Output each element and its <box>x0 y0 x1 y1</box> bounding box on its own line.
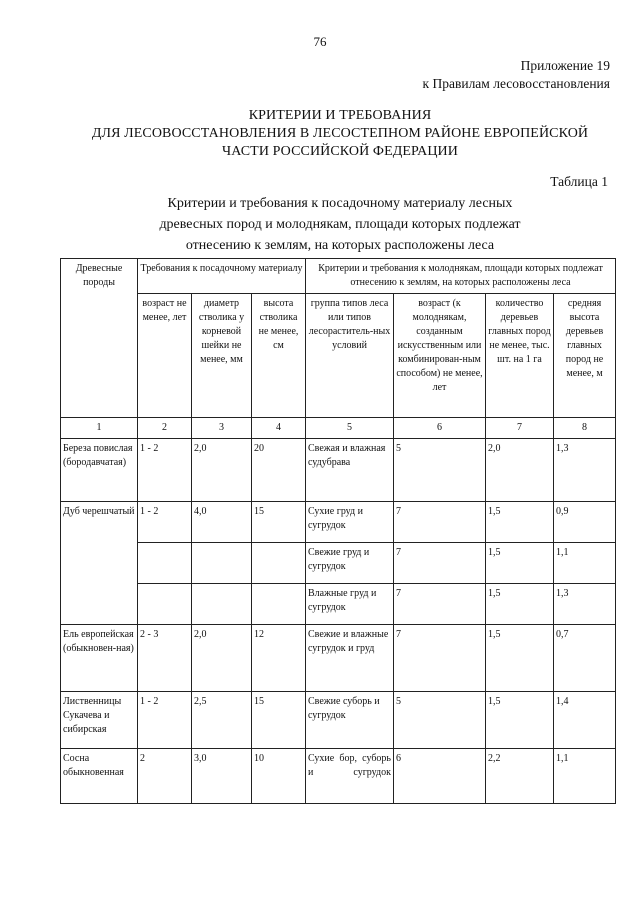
cell-forest-type: Свежие суборь и сугрудок <box>306 692 394 749</box>
cell-average-height: 1,1 <box>554 749 616 804</box>
header-species: Древесные породы <box>61 259 138 418</box>
cell-diameter: 4,0 <box>192 502 252 543</box>
cell-average-height: 1,3 <box>554 439 616 502</box>
subheader-tree-count: количество деревьев главных пород не менее, тыс. шт. на 1 га <box>486 294 554 418</box>
cell-forest-type: Сухие бор, суборь и сугрудок <box>306 749 394 804</box>
table-row <box>61 584 616 625</box>
cell-young-age: 7 <box>394 625 486 692</box>
cell-diameter <box>192 543 252 584</box>
cell-height <box>252 543 306 584</box>
cell-age: 2 - 3 <box>138 625 192 692</box>
column-number: 4 <box>252 418 306 439</box>
caption-line-1: Критерии и требования к посадочному материалу лесных <box>167 196 513 211</box>
cell-average-height: 1,4 <box>554 692 616 749</box>
header-planting-material: Требования к посадочному материалу <box>138 259 306 294</box>
table-row <box>61 749 616 804</box>
cell-young-age: 5 <box>394 439 486 502</box>
cell-forest-type: Свежие и влажные сугрудок и груд <box>306 625 394 692</box>
cell-height: 20 <box>252 439 306 502</box>
cell-young-age: 7 <box>394 543 486 584</box>
cell-species: Береза повислая (бородавчатая) <box>61 439 138 502</box>
column-number: 8 <box>554 418 616 439</box>
title-line-2: ДЛЯ ЛЕСОВОССТАНОВЛЕНИЯ В ЛЕСОСТЕПНОМ РАЙОНЕ ЕВРОПЕЙСКОЙ <box>91 126 589 141</box>
document-title <box>0 107 640 161</box>
cell-forest-type: Влажные груд и сугрудок <box>306 584 394 625</box>
column-number: 5 <box>306 418 394 439</box>
cell-young-age: 6 <box>394 749 486 804</box>
subheader-height: высота стволика не менее, см <box>252 294 306 418</box>
column-number: 2 <box>138 418 192 439</box>
cell-species: Лиственницы Сукачева и сибирская <box>61 692 138 749</box>
cell-diameter <box>192 584 252 625</box>
cell-age: 1 - 2 <box>138 692 192 749</box>
subheader-diameter: диаметр стволика у корневой шейки не менее, мм <box>192 294 252 418</box>
cell-tree-count: 1,5 <box>486 625 554 692</box>
cell-tree-count: 1,5 <box>486 502 554 543</box>
table-subheader-row <box>61 294 616 418</box>
page-number: 76 <box>313 34 327 49</box>
cell-height: 10 <box>252 749 306 804</box>
table-label: Таблица 1 <box>550 174 608 189</box>
table-row <box>61 625 616 692</box>
header-young-stands: Критерии и требования к молоднякам, площади которых подлежат отнесению к землям, на которых расположены леса <box>306 259 616 294</box>
subheader-average-height: средняя высота деревьев главных пород не менее, м <box>554 294 616 418</box>
cell-forest-type: Свежая и влажная судубрава <box>306 439 394 502</box>
cell-tree-count: 1,5 <box>486 692 554 749</box>
cell-diameter: 2,5 <box>192 692 252 749</box>
table-row <box>61 692 616 749</box>
cell-age <box>138 543 192 584</box>
cell-tree-count: 2,2 <box>486 749 554 804</box>
cell-tree-count: 1,5 <box>486 543 554 584</box>
appendix-line-2: к Правилам лесовосстановления <box>422 76 610 91</box>
subheader-age: возраст не менее, лет <box>138 294 192 418</box>
cell-diameter: 2,0 <box>192 625 252 692</box>
cell-age: 2 <box>138 749 192 804</box>
cell-age <box>138 584 192 625</box>
cell-height: 12 <box>252 625 306 692</box>
cell-age: 1 - 2 <box>138 502 192 543</box>
cell-young-age: 7 <box>394 584 486 625</box>
table-row <box>61 502 616 543</box>
criteria-table <box>60 258 616 804</box>
table-header-row <box>61 259 616 294</box>
cell-forest-type: Сухие груд и сугрудок <box>306 502 394 543</box>
cell-age: 1 - 2 <box>138 439 192 502</box>
column-number: 6 <box>394 418 486 439</box>
subheader-young-age: возраст (к молоднякам, созданным искусственным или комбинирован-ным способом) не менее, лет <box>394 294 486 418</box>
cell-species: Дуб черешчатый <box>61 502 138 625</box>
cell-average-height: 1,3 <box>554 584 616 625</box>
appendix-reference <box>423 57 610 93</box>
caption-line-3: отнесению к землям, на которых расположены леса <box>185 238 495 253</box>
table-row <box>61 543 616 584</box>
cell-species: Ель европейская (обыкновен-ная) <box>61 625 138 692</box>
title-line-1: КРИТЕРИИ И ТРЕБОВАНИЯ <box>248 108 432 123</box>
cell-young-age: 5 <box>394 692 486 749</box>
cell-forest-type: Свежие груд и сугрудок <box>306 543 394 584</box>
table-row <box>61 439 616 502</box>
cell-tree-count: 1,5 <box>486 584 554 625</box>
cell-height <box>252 584 306 625</box>
caption-line-2: древесных пород и молоднякам, площади которых подлежат <box>159 217 521 232</box>
cell-height: 15 <box>252 502 306 543</box>
table-caption <box>0 193 640 256</box>
cell-species: Сосна обыкновенная <box>61 749 138 804</box>
cell-diameter: 3,0 <box>192 749 252 804</box>
appendix-line-1: Приложение 19 <box>520 58 610 73</box>
column-number: 1 <box>61 418 138 439</box>
cell-height: 15 <box>252 692 306 749</box>
column-number: 7 <box>486 418 554 439</box>
column-number-row <box>61 418 616 439</box>
cell-tree-count: 2,0 <box>486 439 554 502</box>
cell-average-height: 0,9 <box>554 502 616 543</box>
column-number: 3 <box>192 418 252 439</box>
cell-average-height: 0,7 <box>554 625 616 692</box>
cell-diameter: 2,0 <box>192 439 252 502</box>
subheader-forest-type: группа типов леса или типов лесораститель-ных условий <box>306 294 394 418</box>
cell-average-height: 1,1 <box>554 543 616 584</box>
cell-young-age: 7 <box>394 502 486 543</box>
title-line-3: ЧАСТИ РОССИЙСКОЙ ФЕДЕРАЦИИ <box>222 144 458 159</box>
